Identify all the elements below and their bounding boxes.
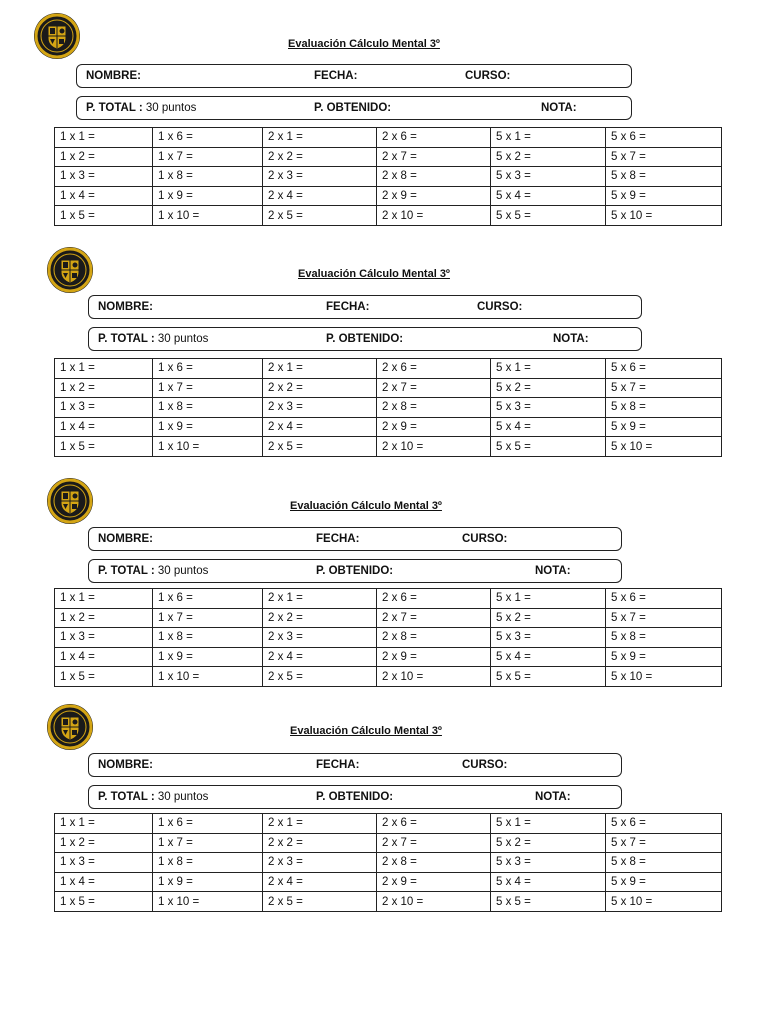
problem-cell[interactable]: 5 x 4 = bbox=[491, 647, 606, 667]
multiplication-table bbox=[54, 588, 722, 687]
problem-cell[interactable]: 1 x 1 = bbox=[55, 814, 153, 834]
p-total-value: 30 puntos bbox=[145, 102, 197, 114]
table-row bbox=[55, 667, 722, 687]
fecha-label: FECHA: bbox=[314, 70, 358, 82]
problem-cell[interactable]: 5 x 4 = bbox=[491, 417, 606, 437]
fecha-label: FECHA: bbox=[326, 301, 370, 313]
school-crest-logo bbox=[33, 12, 81, 60]
p-total-field bbox=[98, 791, 208, 803]
problem-cell[interactable]: 5 x 1 = bbox=[491, 359, 606, 379]
problem-cell[interactable]: 5 x 9 = bbox=[606, 647, 722, 667]
problem-cell[interactable]: 2 x 5 = bbox=[263, 437, 377, 457]
problem-cell[interactable]: 2 x 3 = bbox=[263, 853, 377, 873]
table-row bbox=[55, 589, 722, 609]
problem-cell[interactable]: 2 x 2 = bbox=[263, 608, 377, 628]
problem-cell[interactable]: 2 x 1 = bbox=[263, 589, 377, 609]
p-obtenido-label: P. OBTENIDO: bbox=[316, 565, 394, 577]
problem-cell[interactable]: 1 x 2 = bbox=[55, 147, 153, 167]
problem-cell[interactable]: 2 x 8 = bbox=[377, 398, 491, 418]
student-info-box bbox=[88, 295, 642, 319]
table-row bbox=[55, 359, 722, 379]
problem-cell[interactable]: 2 x 2 = bbox=[263, 833, 377, 853]
problem-cell[interactable]: 5 x 8 = bbox=[606, 853, 722, 873]
problem-cell[interactable]: 2 x 2 = bbox=[263, 378, 377, 398]
p-total-field bbox=[86, 102, 196, 114]
problem-cell[interactable]: 1 x 3 = bbox=[55, 167, 153, 187]
problem-cell[interactable]: 2 x 3 = bbox=[263, 398, 377, 418]
problem-cell[interactable]: 2 x 9 = bbox=[377, 417, 491, 437]
nombre-label: NOMBRE: bbox=[86, 70, 141, 82]
problem-cell[interactable]: 1 x 10 = bbox=[153, 206, 263, 226]
fecha-label: FECHA: bbox=[316, 533, 360, 545]
p-obtenido-label: P. OBTENIDO: bbox=[316, 791, 394, 803]
problem-cell[interactable]: 5 x 4 = bbox=[491, 872, 606, 892]
problem-cell[interactable]: 2 x 1 = bbox=[263, 814, 377, 834]
p-total-value: 30 puntos bbox=[157, 333, 209, 345]
problem-cell[interactable]: 2 x 4 = bbox=[263, 872, 377, 892]
problem-cell[interactable]: 5 x 8 = bbox=[606, 167, 722, 187]
problem-cell[interactable]: 1 x 8 = bbox=[153, 398, 263, 418]
problem-cell[interactable]: 2 x 5 = bbox=[263, 892, 377, 912]
multiplication-table bbox=[54, 813, 722, 912]
problem-cell[interactable]: 2 x 6 = bbox=[377, 128, 491, 148]
table-row bbox=[55, 853, 722, 873]
problem-cell[interactable]: 5 x 3 = bbox=[491, 628, 606, 648]
problem-cell[interactable]: 2 x 8 = bbox=[377, 628, 491, 648]
problem-cell[interactable]: 5 x 6 = bbox=[606, 589, 722, 609]
problem-cell[interactable]: 2 x 3 = bbox=[263, 628, 377, 648]
problem-cell[interactable]: 2 x 6 = bbox=[377, 359, 491, 379]
curso-label: CURSO: bbox=[465, 70, 511, 82]
problem-cell[interactable]: 1 x 9 = bbox=[153, 647, 263, 667]
table-row bbox=[55, 417, 722, 437]
evaluation-title: Evaluación Cálculo Mental 3º bbox=[290, 725, 442, 737]
table-row bbox=[55, 608, 722, 628]
problem-cell[interactable]: 1 x 5 = bbox=[55, 206, 153, 226]
evaluation-title: Evaluación Cálculo Mental 3º bbox=[290, 500, 442, 512]
problem-cell[interactable]: 1 x 10 = bbox=[153, 437, 263, 457]
problem-cell[interactable]: 2 x 10 = bbox=[377, 667, 491, 687]
problem-cell[interactable]: 2 x 9 = bbox=[377, 186, 491, 206]
problem-cell[interactable]: 1 x 5 = bbox=[55, 667, 153, 687]
score-info-box bbox=[88, 559, 622, 583]
school-crest-logo bbox=[46, 477, 94, 525]
problem-cell[interactable]: 5 x 10 = bbox=[606, 892, 722, 912]
problem-cell[interactable]: 2 x 2 = bbox=[263, 147, 377, 167]
problem-cell[interactable]: 1 x 2 = bbox=[55, 608, 153, 628]
problem-cell[interactable]: 5 x 8 = bbox=[606, 628, 722, 648]
problem-cell[interactable]: 1 x 2 = bbox=[55, 378, 153, 398]
table-row bbox=[55, 167, 722, 187]
p-total-label: P. TOTAL : bbox=[98, 565, 155, 577]
p-total-value: 30 puntos bbox=[157, 791, 209, 803]
problem-cell[interactable]: 1 x 7 = bbox=[153, 608, 263, 628]
nota-label: NOTA: bbox=[535, 565, 571, 577]
problem-cell[interactable]: 1 x 4 = bbox=[55, 417, 153, 437]
problem-cell[interactable]: 5 x 1 = bbox=[491, 589, 606, 609]
problem-cell[interactable]: 5 x 2 = bbox=[491, 147, 606, 167]
table-row bbox=[55, 892, 722, 912]
problem-cell[interactable]: 5 x 5 = bbox=[491, 667, 606, 687]
problem-cell[interactable]: 2 x 9 = bbox=[377, 647, 491, 667]
problem-cell[interactable]: 2 x 1 = bbox=[263, 359, 377, 379]
problem-cell[interactable]: 1 x 1 = bbox=[55, 589, 153, 609]
curso-label: CURSO: bbox=[462, 759, 508, 771]
school-crest-logo bbox=[46, 703, 94, 751]
nota-label: NOTA: bbox=[541, 102, 577, 114]
problem-cell[interactable]: 5 x 6 = bbox=[606, 128, 722, 148]
p-total-label: P. TOTAL : bbox=[98, 333, 155, 345]
problem-cell[interactable]: 1 x 6 = bbox=[153, 359, 263, 379]
problem-cell[interactable]: 1 x 6 = bbox=[153, 589, 263, 609]
nombre-label: NOMBRE: bbox=[98, 301, 153, 313]
nombre-label: NOMBRE: bbox=[98, 759, 153, 771]
student-info-box bbox=[88, 753, 622, 777]
problem-cell[interactable]: 1 x 2 = bbox=[55, 833, 153, 853]
problem-cell[interactable]: 5 x 10 = bbox=[606, 206, 722, 226]
problem-cell[interactable]: 1 x 9 = bbox=[153, 417, 263, 437]
problem-cell[interactable]: 5 x 7 = bbox=[606, 608, 722, 628]
problem-cell[interactable]: 5 x 5 = bbox=[491, 206, 606, 226]
table-row bbox=[55, 398, 722, 418]
problem-cell[interactable]: 5 x 6 = bbox=[606, 359, 722, 379]
problem-cell[interactable]: 1 x 5 = bbox=[55, 892, 153, 912]
problem-cell[interactable]: 1 x 1 = bbox=[55, 359, 153, 379]
multiplication-table bbox=[54, 127, 722, 226]
problem-cell[interactable]: 5 x 9 = bbox=[606, 417, 722, 437]
table-row bbox=[55, 628, 722, 648]
problem-cell[interactable]: 1 x 3 = bbox=[55, 628, 153, 648]
problem-cell[interactable]: 2 x 10 = bbox=[377, 437, 491, 457]
table-row bbox=[55, 206, 722, 226]
nombre-label: NOMBRE: bbox=[98, 533, 153, 545]
problem-cell[interactable]: 5 x 3 = bbox=[491, 398, 606, 418]
problem-cell[interactable]: 5 x 1 = bbox=[491, 814, 606, 834]
problem-cell[interactable]: 2 x 7 = bbox=[377, 608, 491, 628]
problem-cell[interactable]: 5 x 4 = bbox=[491, 186, 606, 206]
problem-cell[interactable]: 5 x 3 = bbox=[491, 167, 606, 187]
curso-label: CURSO: bbox=[477, 301, 523, 313]
school-crest-logo bbox=[46, 246, 94, 294]
problem-cell[interactable]: 5 x 6 = bbox=[606, 814, 722, 834]
problem-cell[interactable]: 1 x 7 = bbox=[153, 147, 263, 167]
problem-cell[interactable]: 5 x 7 = bbox=[606, 378, 722, 398]
problem-cell[interactable]: 2 x 8 = bbox=[377, 167, 491, 187]
fecha-label: FECHA: bbox=[316, 759, 360, 771]
problem-cell[interactable]: 2 x 9 = bbox=[377, 872, 491, 892]
table-row bbox=[55, 814, 722, 834]
problem-cell[interactable]: 5 x 9 = bbox=[606, 872, 722, 892]
problem-cell[interactable]: 5 x 3 = bbox=[491, 853, 606, 873]
evaluation-title: Evaluación Cálculo Mental 3º bbox=[298, 268, 450, 280]
problem-cell[interactable]: 5 x 10 = bbox=[606, 437, 722, 457]
problem-cell[interactable]: 5 x 8 = bbox=[606, 398, 722, 418]
table-row bbox=[55, 378, 722, 398]
evaluation-title: Evaluación Cálculo Mental 3º bbox=[288, 38, 440, 50]
table-row bbox=[55, 147, 722, 167]
score-info-box bbox=[88, 327, 642, 351]
problem-cell[interactable]: 1 x 8 = bbox=[153, 167, 263, 187]
nota-label: NOTA: bbox=[535, 791, 571, 803]
student-info-box bbox=[88, 527, 622, 551]
problem-cell[interactable]: 2 x 6 = bbox=[377, 814, 491, 834]
problem-cell[interactable]: 2 x 4 = bbox=[263, 186, 377, 206]
problem-cell[interactable]: 1 x 5 = bbox=[55, 437, 153, 457]
table-row bbox=[55, 833, 722, 853]
problem-cell[interactable]: 1 x 10 = bbox=[153, 892, 263, 912]
problem-cell[interactable]: 2 x 7 = bbox=[377, 147, 491, 167]
problem-cell[interactable]: 5 x 7 = bbox=[606, 833, 722, 853]
table-row bbox=[55, 437, 722, 457]
problem-cell[interactable]: 5 x 2 = bbox=[491, 833, 606, 853]
problem-cell[interactable]: 2 x 7 = bbox=[377, 378, 491, 398]
p-total-field bbox=[98, 333, 208, 345]
problem-cell[interactable]: 5 x 5 = bbox=[491, 437, 606, 457]
problem-cell[interactable]: 1 x 3 = bbox=[55, 398, 153, 418]
problem-cell[interactable]: 1 x 6 = bbox=[153, 814, 263, 834]
problem-cell[interactable]: 5 x 2 = bbox=[491, 608, 606, 628]
p-total-label: P. TOTAL : bbox=[86, 102, 143, 114]
problem-cell[interactable]: 1 x 7 = bbox=[153, 378, 263, 398]
problem-cell[interactable]: 1 x 4 = bbox=[55, 872, 153, 892]
problem-cell[interactable]: 5 x 1 = bbox=[491, 128, 606, 148]
problem-cell[interactable]: 1 x 8 = bbox=[153, 628, 263, 648]
score-info-box bbox=[76, 96, 632, 120]
p-total-field bbox=[98, 565, 208, 577]
p-total-label: P. TOTAL : bbox=[98, 791, 155, 803]
problem-cell[interactable]: 5 x 7 = bbox=[606, 147, 722, 167]
problem-cell[interactable]: 5 x 9 = bbox=[606, 186, 722, 206]
p-obtenido-label: P. OBTENIDO: bbox=[326, 333, 404, 345]
problem-cell[interactable]: 2 x 10 = bbox=[377, 892, 491, 912]
problem-cell[interactable]: 2 x 6 = bbox=[377, 589, 491, 609]
p-total-value: 30 puntos bbox=[157, 565, 209, 577]
table-row bbox=[55, 647, 722, 667]
problem-cell[interactable]: 2 x 5 = bbox=[263, 667, 377, 687]
problem-cell[interactable]: 5 x 10 = bbox=[606, 667, 722, 687]
problem-cell[interactable]: 1 x 3 = bbox=[55, 853, 153, 873]
problem-cell[interactable]: 1 x 6 = bbox=[153, 128, 263, 148]
problem-cell[interactable]: 5 x 5 = bbox=[491, 892, 606, 912]
table-row bbox=[55, 128, 722, 148]
problem-cell[interactable]: 2 x 4 = bbox=[263, 417, 377, 437]
problem-cell[interactable]: 2 x 7 = bbox=[377, 833, 491, 853]
problem-cell[interactable]: 1 x 4 = bbox=[55, 186, 153, 206]
problem-cell[interactable]: 2 x 5 = bbox=[263, 206, 377, 226]
p-obtenido-label: P. OBTENIDO: bbox=[314, 102, 392, 114]
problem-cell[interactable]: 1 x 9 = bbox=[153, 186, 263, 206]
problem-cell[interactable]: 2 x 1 = bbox=[263, 128, 377, 148]
problem-cell[interactable]: 2 x 8 = bbox=[377, 853, 491, 873]
problem-cell[interactable]: 2 x 4 = bbox=[263, 647, 377, 667]
curso-label: CURSO: bbox=[462, 533, 508, 545]
problem-cell[interactable]: 2 x 10 = bbox=[377, 206, 491, 226]
table-row bbox=[55, 186, 722, 206]
nota-label: NOTA: bbox=[553, 333, 589, 345]
problem-cell[interactable]: 1 x 4 = bbox=[55, 647, 153, 667]
score-info-box bbox=[88, 785, 622, 809]
problem-cell[interactable]: 1 x 8 = bbox=[153, 853, 263, 873]
multiplication-table bbox=[54, 358, 722, 457]
problem-cell[interactable]: 5 x 2 = bbox=[491, 378, 606, 398]
problem-cell[interactable]: 1 x 1 = bbox=[55, 128, 153, 148]
problem-cell[interactable]: 1 x 10 = bbox=[153, 667, 263, 687]
problem-cell[interactable]: 1 x 7 = bbox=[153, 833, 263, 853]
problem-cell[interactable]: 1 x 9 = bbox=[153, 872, 263, 892]
student-info-box bbox=[76, 64, 632, 88]
problem-cell[interactable]: 2 x 3 = bbox=[263, 167, 377, 187]
table-row bbox=[55, 872, 722, 892]
